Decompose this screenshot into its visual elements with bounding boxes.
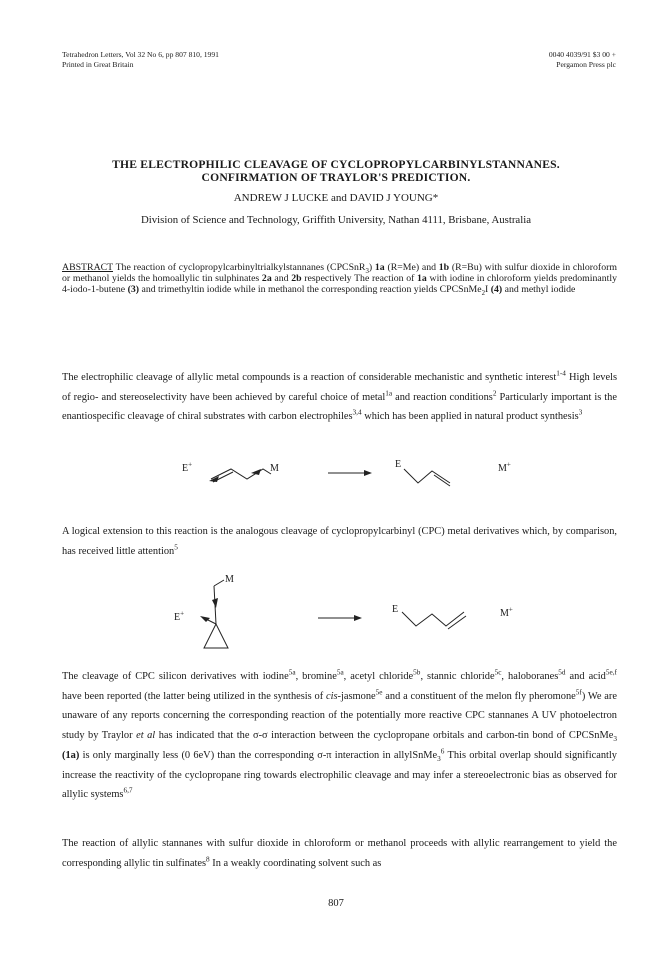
abstract-text: ): [368, 262, 375, 273]
paragraph-1: [62, 368, 617, 427]
abstract-text: respectively The reaction of: [301, 273, 418, 284]
charge: +: [506, 460, 511, 469]
abstract-text: I: [485, 284, 491, 295]
body-text: has indicated that the σ-σ interaction between the cyclopropane orbitals and carbon-tin bond of CPCSnMe: [155, 730, 614, 742]
citation: 5d: [558, 668, 566, 677]
body-text: which has been applied in natural product synthesis: [361, 411, 579, 423]
compound-label: (4): [490, 284, 503, 295]
compound-label: (3): [127, 284, 140, 295]
paragraph-3: [62, 667, 617, 805]
abstract-text: and trimethyltin iodide while in methanol the corresponding reaction yields CPCSnMe: [139, 284, 482, 295]
citation: 5e,f: [605, 668, 617, 677]
citation: 5f: [575, 688, 582, 697]
citation: 3: [578, 408, 583, 417]
article-title: [0, 158, 672, 184]
scheme2-metal: M: [225, 574, 234, 585]
body-text: High levels of regio- and stereoselectivity have been achieved by careful choice of metal: [62, 372, 617, 403]
italic-term: et al: [136, 730, 156, 742]
journal-line: Tetrahedron Letters, Vol 32 No 6, pp 807 810, 1991: [62, 50, 219, 59]
body-text: is only marginally less (0 6eV) than the corresponding σ-π interaction in allylSnMe: [79, 749, 438, 761]
compound-label: 2a: [261, 273, 272, 284]
abstract-text: The reaction of cyclopropylcarbinyltrialkylstannanes (CPCSnR: [113, 262, 366, 273]
compound-label: 1a: [417, 273, 427, 284]
journal-citation: [62, 50, 219, 70]
subscript: 3: [437, 754, 441, 763]
charge: +: [508, 605, 513, 614]
body-text: In a weakly coordinating solvent such as: [209, 857, 382, 869]
body-text: This orbital overlap should significantly increase the reactivity of the cyclopropane ring towards electrophilic cleavage and may infer a stereoelectronic bias as observed for allylic systems: [62, 749, 617, 801]
scheme1-electrophile: [182, 460, 193, 474]
body-text: -jasmone: [337, 690, 376, 702]
body-text: The reaction of allylic stannanes with sulfur dioxide in chloroform or methanol proceeds with allylic rearrangement to yield the corresponding allylic tin sulfinates: [62, 838, 617, 869]
scheme-2: [0, 570, 672, 660]
reaction-arrow: [318, 614, 362, 622]
body-text: and reaction conditions: [392, 391, 493, 403]
citation: 6,7: [123, 786, 133, 795]
electrophile-symbol: E: [182, 463, 189, 474]
citation: 6: [440, 747, 445, 756]
body-text: have been reported (the latter being utilized in the synthesis of: [62, 690, 326, 702]
title-line-2: CONFIRMATION OF TRAYLOR'S PREDICTION.: [201, 171, 471, 184]
scheme-1: [0, 455, 672, 491]
citation: 5c: [494, 668, 502, 677]
body-text: , haloboranes: [501, 671, 559, 682]
compound-label: (1a): [62, 749, 80, 761]
abstract: [62, 262, 617, 295]
body-text: , acetyl chloride: [343, 671, 414, 682]
body-text: The cleavage of CPC silicon derivatives with iodine: [62, 671, 289, 682]
body-text: and acid: [565, 671, 606, 682]
cation-symbol: M: [498, 463, 507, 474]
reaction-arrow: [328, 469, 372, 477]
abstract-sub: 2: [481, 289, 486, 297]
allyl-metal-structure: [205, 457, 295, 487]
cation-symbol: M: [500, 608, 509, 619]
citation: 1a: [385, 389, 393, 398]
paragraph-4: [62, 834, 617, 873]
citation: 1-4: [556, 369, 566, 378]
scheme1-metal: M: [270, 463, 279, 474]
scheme1-product-e: E: [395, 459, 402, 470]
body-text: A logical extension to this reaction is the analogous cleavage of cyclopropylcarbinyl (CPC) metal derivatives which, by comparison, has received little attention: [62, 526, 617, 557]
electrophile-symbol: E: [174, 612, 181, 623]
abstract-text: (R=Me) and: [384, 262, 439, 273]
italic-term: cis: [326, 690, 338, 702]
publisher-line: Pergamon Press plc: [556, 60, 616, 69]
affiliation: Division of Science and Technology, Griffith University, Nathan 4111, Brisbane, Australia: [140, 214, 532, 226]
price-info: [549, 50, 616, 70]
body-text: and a constituent of the melon fly pheromone: [382, 690, 576, 702]
body-text: ) We are unaware of any reports concerning the corresponding reaction of the potentially more reactive CPC stannanes A UV photoelectron study by Traylor: [62, 690, 617, 742]
body-text: Particularly important is the enantiospecific cleavage of chiral substrates with carbon electrophiles: [62, 391, 617, 423]
scheme1-cation: [498, 460, 511, 474]
price-line: 0040 4039/91 $3 00 +: [548, 50, 616, 59]
scheme2-product-e: E: [392, 604, 399, 615]
citation: 5e: [375, 688, 383, 697]
abstract-heading: ABSTRACT: [62, 262, 113, 273]
body-text: The electrophilic cleavage of allylic metal compounds is a reaction of considerable mechanistic and synthetic interest: [62, 372, 557, 383]
cpc-metal-structure: [198, 570, 258, 658]
authors: ANDREW J LUCKE and DAVID J YOUNG*: [233, 192, 439, 204]
charge: +: [188, 460, 193, 469]
citation: 3,4: [352, 408, 362, 417]
scheme2-cation: [500, 605, 513, 619]
compound-label: 1a: [374, 262, 385, 273]
subscript: 3: [613, 735, 617, 744]
citation: 5: [174, 543, 178, 552]
compound-label: 2b: [291, 273, 302, 284]
compound-label: 1b: [438, 262, 450, 273]
page-number: 807: [328, 898, 344, 909]
abstract-text: (R=Bu) with sulfur dioxide in chloroform or methanol yields the homoallylic tin sulphinates: [62, 262, 617, 284]
citation: 8: [206, 855, 210, 864]
body-text: , stannic chloride: [420, 671, 495, 682]
abstract-text: and methyl iodide: [502, 284, 576, 295]
body-text: , bromine: [295, 671, 337, 682]
citation: 2: [492, 389, 497, 398]
citation: 5a: [288, 668, 296, 677]
alkene-product-structure: [400, 461, 460, 487]
scheme2-electrophile: [174, 609, 185, 623]
abstract-sub: 3: [365, 267, 369, 275]
homoallyl-product-structure: [396, 604, 476, 632]
abstract-text: with iodine in chloroform yields predominantly 4-iodo-1-butene: [62, 273, 617, 295]
printed-line: Printed in Great Britain: [62, 60, 134, 69]
title-line-1: THE ELECTROPHILIC CLEAVAGE OF CYCLOPROPYLCARBINYLSTANNANES.: [112, 158, 560, 171]
abstract-text: and: [271, 273, 292, 284]
charge: +: [180, 609, 185, 618]
citation: 5a: [336, 668, 344, 677]
citation: 5b: [413, 668, 421, 677]
paragraph-2: [62, 522, 617, 561]
